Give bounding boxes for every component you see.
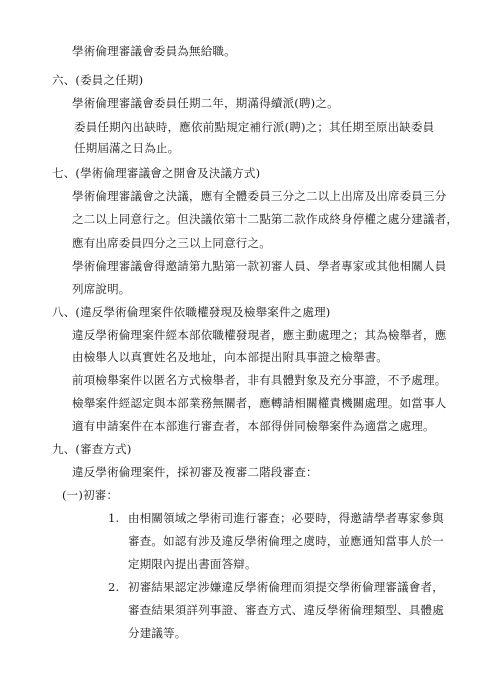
list-item-line: 分建議等。 bbox=[128, 626, 187, 640]
paragraph-line: 學術倫理審議會之決議，應有全體委員三分之二以上出席及出席委員三分 bbox=[72, 189, 447, 203]
paragraph-line: 任期屆滿之日為止。 bbox=[74, 141, 180, 155]
paragraph-line: 之二以上同意行之。但決議依第十二點第二款作成終身停權之處分建議者， bbox=[72, 212, 459, 226]
section-heading: 九、(審查方式) bbox=[52, 442, 132, 456]
list-item-line: 審查結果須詳列事證、審查方式、違反學術倫理類型、具體處 bbox=[128, 603, 444, 617]
paragraph-line: 違反學術倫理案件經本部依職權發現者，應主動處理之；其為檢舉者，應 bbox=[72, 328, 447, 342]
list-item-number: 2. bbox=[108, 580, 120, 594]
list-item-line: 定期限內提出書面答辯。 bbox=[128, 557, 257, 571]
paragraph-line: 學術倫理審議會得邀請第九點第一款初審人員、學者專家或其他相關人員 bbox=[72, 259, 447, 273]
subsection-heading: (一)初審： bbox=[62, 488, 119, 502]
list-item-number: 1. bbox=[108, 511, 120, 525]
list-item-line: 初審結果認定涉嫌違反學術倫理而須提交學術倫理審議會者， bbox=[128, 580, 444, 594]
paragraph-line: 委員任期內出缺時，應依前點規定補行派(聘)之；其任期至原出缺委員 bbox=[74, 120, 435, 134]
paragraph-line: 由檢舉人以真實姓名及地址，向本部提出附具事證之檢舉書。 bbox=[72, 350, 388, 364]
list-item-line: 由相關領域之學術司進行審查；必要時，得邀請學者專家參與 bbox=[128, 511, 444, 525]
section-heading: 七、(學術倫理審議會之開會及決議方式) bbox=[52, 166, 261, 180]
section-heading: 六、(委員之任期) bbox=[52, 73, 144, 87]
paragraph-line: 適有申請案件在本部進行審查者，本部得併同檢舉案件為適當之處理。 bbox=[72, 419, 435, 433]
paragraph-line: 檢舉案件經認定與本部業務無關者，應轉請相關權責機關處理。如當事人 bbox=[72, 396, 447, 410]
paragraph-line: 列席說明。 bbox=[72, 282, 131, 296]
paragraph-line: 應有出席委員四分之三以上同意行之。 bbox=[72, 236, 271, 250]
intro-line: 學術倫理審議會委員為無給職。 bbox=[72, 44, 236, 58]
paragraph-line: 違反學術倫理案件，採初審及複審二階段審查： bbox=[72, 465, 318, 479]
paragraph-line: 前項檢舉案件以匿名方式檢舉者，非有具體對象及充分事證，不予處理。 bbox=[72, 373, 447, 387]
list-item-line: 審查。如認有涉及違反學術倫理之虞時，並應通知當事人於一 bbox=[128, 534, 444, 548]
section-heading: 八、(違反學術倫理案件依職權發現及檢舉案件之處理) bbox=[52, 305, 331, 319]
paragraph-line: 學術倫理審議會委員任期二年，期滿得續派(聘)之。 bbox=[72, 96, 339, 110]
